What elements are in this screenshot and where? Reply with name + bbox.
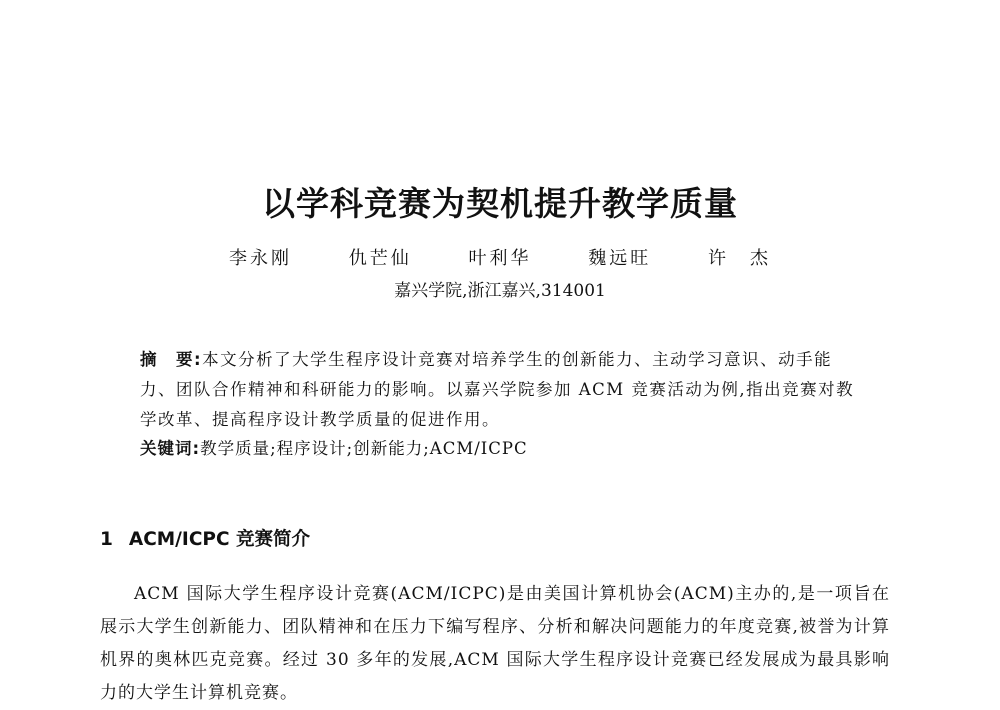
section-heading [100, 525, 310, 551]
author-name: 叶利华 [468, 248, 532, 269]
author-name: 李永刚 [229, 248, 293, 269]
keywords-text: 教学质量;程序设计;创新能力;ACM/ICPC [200, 439, 528, 458]
author-name: 许 杰 [707, 248, 771, 269]
keywords [140, 435, 860, 459]
abstract-text: 本文分析了大学生程序设计竞赛对培养学生的创新能力、主动学习意识、动手能力、团队合作精神和科研能力的影响。以嘉兴学院参加 ACM 竞赛活动为例,指出竞赛对教学改革、提高程序设计教学质量的促进作用。 [140, 350, 855, 429]
keywords-label: 关键词: [140, 439, 201, 458]
author-name: 仇芒仙 [348, 248, 412, 269]
section-number: 1 [100, 529, 113, 550]
body-paragraph: ACM 国际大学生程序设计竞赛(ACM/ICPC)是由美国计算机协会(ACM)主办的,是一项旨在展示大学生创新能力、团队精神和在压力下编写程序、分析和解决问题能力的年度竞赛,被誉为计算机界的奥林匹克竞赛。经过 30 多年的发展,ACM 国际大学生程序设计竞赛已经发展成为最具影响力的大学生计算机竞赛。 [100, 584, 890, 703]
author-list [0, 244, 1000, 270]
section-title: ACM/ICPC 竞赛简介 [128, 529, 310, 550]
affiliation: 嘉兴学院,浙江嘉兴,314001 [394, 281, 606, 301]
abstract [140, 345, 860, 435]
author-name: 魏远旺 [588, 248, 652, 269]
paper-title: 以学科竞赛为契机提升教学质量 [262, 184, 738, 223]
abstract-label: 摘 要: [140, 350, 203, 369]
